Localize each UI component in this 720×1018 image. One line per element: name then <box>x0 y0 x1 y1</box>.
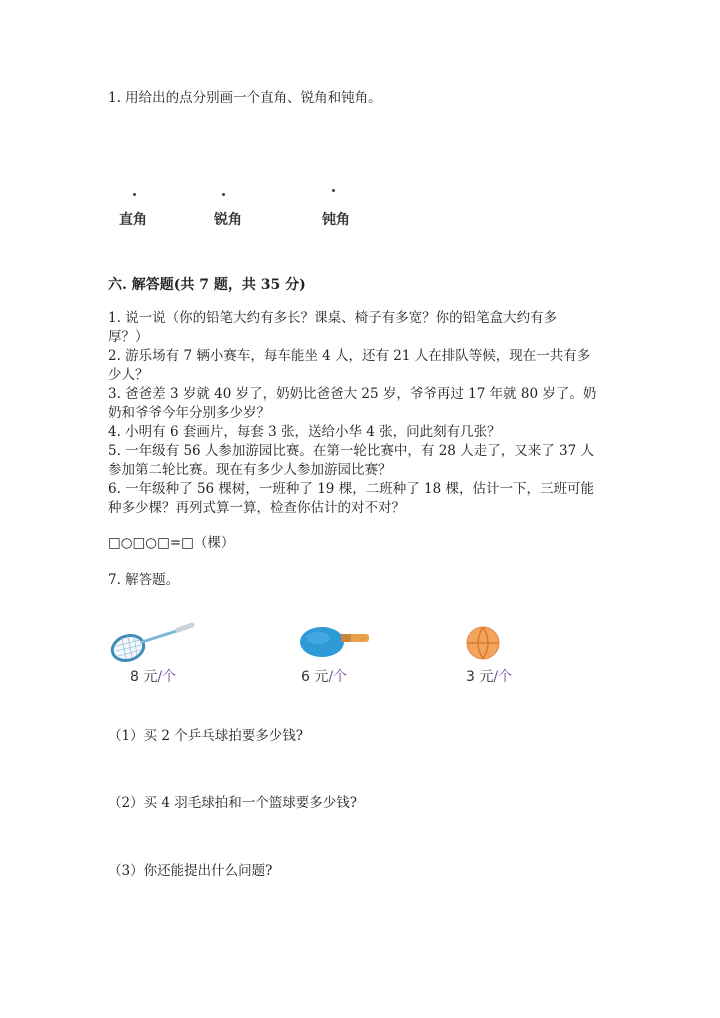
question-line: 6. 一年级种了 56 棵树，一班种了 19 棵，二班种了 18 棵，估计一下，三班可能 <box>108 481 594 497</box>
question-line: 3. 爸爸差 3 岁就 40 岁了，奶奶比爸爸大 25 岁，爷爷再过 17 年就 80 岁了。奶 <box>108 386 597 402</box>
subquestion-3: （3）你还能提出什么问题? <box>108 863 273 879</box>
question-line: 参加第二轮比赛。现在有多少人参加游园比赛？ <box>108 462 392 478</box>
question-line: 厚？） <box>108 329 149 345</box>
section-heading: 六. 解答题(共 7 题，共 35 分) <box>108 277 306 293</box>
question-line: 种多少棵？再列式算一算，检查你估计的对不对？ <box>108 500 405 516</box>
question-line: 5. 一年级有 56 人参加游园比赛。在第一轮比赛中，有 28 人走了，又来了 37 人 <box>108 443 594 459</box>
question-line: 2. 游乐场有 7 辆小赛车，每车能坐 4 人，还有 21 人在排队等候，现在一共有多 <box>108 348 591 364</box>
label-acute-angle: 锐角 <box>214 212 242 228</box>
ping-pong-paddle-icon <box>299 622 371 662</box>
point-acute-angle <box>222 193 225 196</box>
question-line: 少人？ <box>108 367 149 383</box>
price-unit: /个 <box>157 669 177 685</box>
point-obtuse-angle <box>332 189 335 192</box>
price-ping-pong-paddle <box>301 666 347 686</box>
subquestion-2: （2）买 4 羽毛球拍和一个篮球要多少钱? <box>108 795 357 811</box>
price-value: 3 元 <box>466 669 494 685</box>
price-unit: /个 <box>328 669 348 685</box>
price-value: 8 元 <box>130 669 158 685</box>
subquestion-1: （1）买 2 个乒乓球拍要多少钱? <box>108 728 303 744</box>
price-value: 6 元 <box>301 669 329 685</box>
badminton-racket-icon <box>108 618 198 668</box>
question-line: 1. 说一说（你的铅笔大约有多长？课桌、椅子有多宽？你的铅笔盒大约有多 <box>108 310 558 326</box>
formula-blank: □○□○□=□（棵） <box>108 535 235 551</box>
label-right-angle: 直角 <box>119 212 147 228</box>
question-line: 4. 小明有 6 套画片，每套 3 张，送给小华 4 张，问此刻有几张？ <box>108 424 501 440</box>
label-obtuse-angle: 钝角 <box>322 212 350 228</box>
question-line: 奶和爷爷今年分别多少岁？ <box>108 405 270 421</box>
question-draw-angles: 1. 用给出的点分别画一个直角、锐角和钝角。 <box>108 90 382 106</box>
question-7: 7. 解答题。 <box>108 572 180 588</box>
price-unit: /个 <box>493 669 513 685</box>
point-right-angle <box>133 193 136 196</box>
price-badminton-racket <box>130 666 176 686</box>
price-basketball <box>466 666 512 686</box>
basketball-icon <box>463 625 503 661</box>
